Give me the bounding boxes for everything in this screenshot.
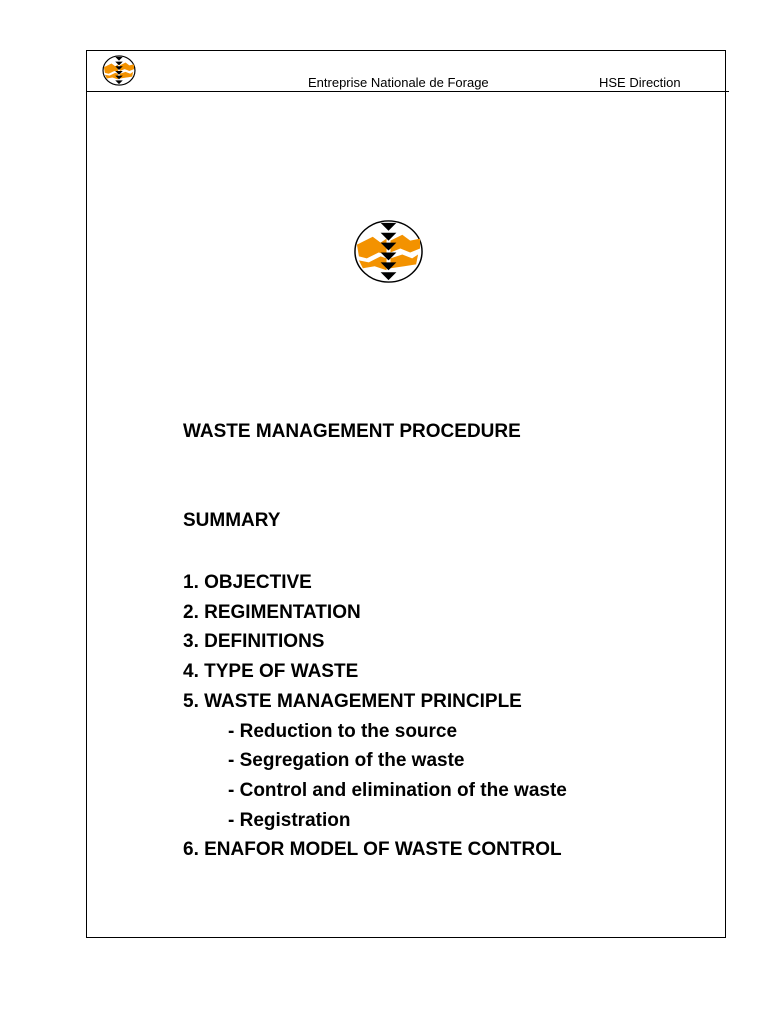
summary-item: 6. ENAFOR MODEL OF WASTE CONTROL	[183, 839, 562, 861]
summary-list	[183, 568, 567, 865]
header-department: HSE Direction	[599, 75, 681, 90]
summary-item: 3. DEFINITIONS	[183, 631, 325, 653]
summary-subitem: - Segregation of the waste	[228, 750, 465, 772]
summary-item: 4. TYPE OF WASTE	[183, 661, 359, 683]
summary-subitem: - Control and elimination of the waste	[228, 779, 567, 801]
summary-item: 2. REGIMENTATION	[183, 601, 361, 623]
summary-subitem: - Registration	[228, 809, 351, 831]
header-company-name: Entreprise Nationale de Forage	[308, 75, 489, 90]
summary-item: 1. OBJECTIVE	[183, 572, 312, 593]
enafor-logo-icon	[101, 55, 137, 86]
document-title: WASTE MANAGEMENT PROCEDURE	[183, 421, 521, 442]
enafor-logo-icon	[353, 218, 424, 285]
header-divider	[86, 91, 729, 92]
summary-subitem: - Reduction to the source	[228, 720, 458, 742]
summary-item: 5. WASTE MANAGEMENT PRINCIPLE	[183, 690, 522, 712]
summary-heading: SUMMARY	[183, 510, 281, 531]
